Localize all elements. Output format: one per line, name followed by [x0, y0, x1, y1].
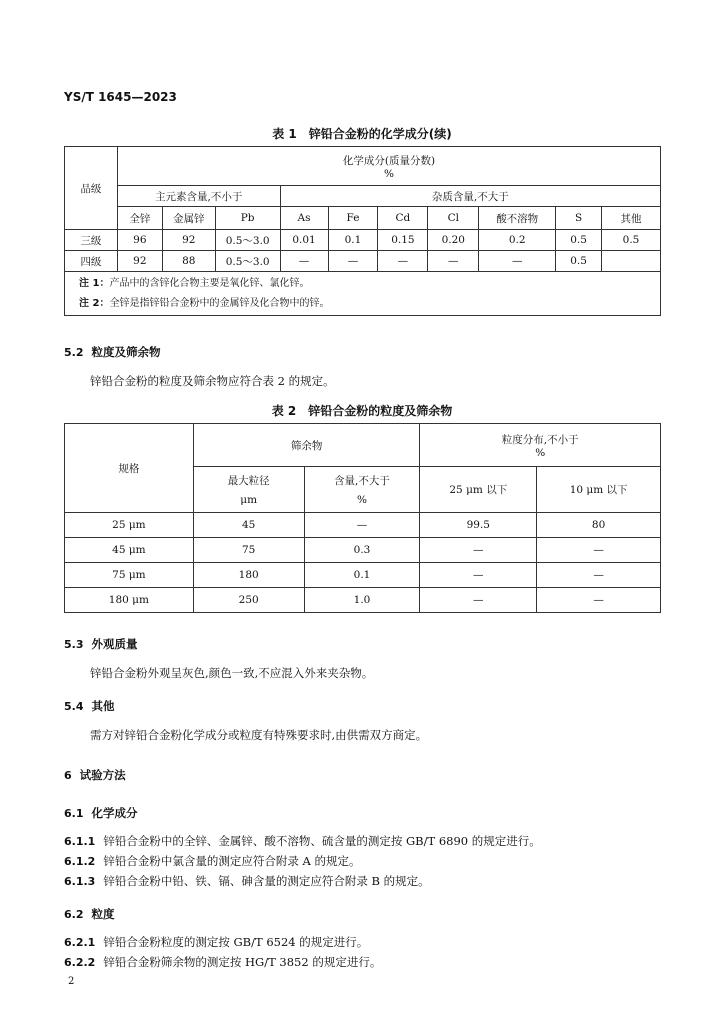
table-particle-size [64, 423, 661, 613]
section-5-3-text: 锌铅合金粉外观呈灰色,颜色一致,不应混入外来夹杂物。 [90, 666, 374, 680]
section-5-4-heading: 5.4 其他 [64, 699, 115, 713]
value-cell: 92 [117, 251, 162, 272]
value-cell: — [280, 251, 328, 272]
spec-cell: 75 μm [65, 563, 194, 588]
section-5-2-text: 锌铅合金粉的粒度及筛余物应符合表 2 的规定。 [90, 374, 335, 388]
spec-header: 规格 [65, 424, 194, 513]
max-cell: 250 [193, 588, 304, 613]
col-header: 酸不溶物 [479, 207, 556, 230]
value-cell: 96 [117, 230, 162, 251]
value-cell: 0.5 [556, 251, 602, 272]
standard-number: YS/T 1645—2023 [64, 90, 177, 104]
note-1: 注 1：产品中的含锌化合物主要是氧化锌、氯化锌。 [79, 277, 310, 289]
col-header: 其他 [602, 207, 661, 230]
value-cell: 0.15 [378, 230, 428, 251]
impurity-header: 杂质含量,不大于 [280, 186, 660, 207]
max-size-header [193, 467, 304, 513]
section-5-4-text: 需方对锌铅合金粉化学成分或粒度有特殊要求时,由供需双方商定。 [90, 728, 428, 742]
section-6-1-heading: 6.1 化学成分 [64, 806, 138, 820]
max-size-label: 最大粒径 [227, 475, 270, 487]
table-row [65, 538, 661, 563]
table1-caption: 表 1 锌铅合金粉的化学成分(续) [272, 127, 452, 141]
composition-unit: % [383, 167, 394, 180]
value-cell: 0.5～3.0 [215, 230, 280, 251]
value-cell: — [428, 251, 479, 272]
col-header: As [280, 207, 328, 230]
d10-cell: — [537, 588, 661, 613]
spec-cell: 45 μm [65, 538, 194, 563]
d10-cell: — [537, 563, 661, 588]
composition-label: 化学成分(质量分数) [342, 154, 436, 167]
col-header: 金属锌 [162, 207, 215, 230]
value-cell: 0.5 [602, 230, 661, 251]
content-label: 含量,不大于 [334, 475, 390, 487]
notes-row [65, 272, 661, 316]
grade-cell: 三级 [65, 230, 118, 251]
col-header: S [556, 207, 602, 230]
section-5-2-heading: 5.2 粒度及筛余物 [64, 345, 161, 359]
sieve-header: 筛余物 [193, 424, 420, 467]
value-cell: 92 [162, 230, 215, 251]
col-header: 全锌 [117, 207, 162, 230]
content-cell: — [304, 513, 420, 538]
section-6-heading: 6 试验方法 [64, 768, 126, 782]
dist-header [420, 424, 661, 467]
note-2: 注 2：全锌是指锌铅合金粉中的金属锌及化合物中的锌。 [79, 297, 330, 309]
value-cell: 0.1 [328, 230, 378, 251]
section-5-3-heading: 5.3 外观质量 [64, 637, 138, 651]
notes-cell [65, 272, 661, 316]
content-unit: % [357, 494, 367, 506]
col-header: Pb [215, 207, 280, 230]
dist-label: 粒度分布,不小于 [501, 433, 579, 446]
value-cell: — [378, 251, 428, 272]
d25-cell: 99.5 [420, 513, 537, 538]
col-header: Cd [378, 207, 428, 230]
main-element-header: 主元素含量,不小于 [117, 186, 280, 207]
max-size-unit: μm [240, 494, 258, 506]
max-cell: 180 [193, 563, 304, 588]
d10-cell: — [537, 538, 661, 563]
table-row [65, 563, 661, 588]
composition-header [117, 147, 660, 186]
d25-cell: — [420, 563, 537, 588]
table-row [65, 513, 661, 538]
value-cell [602, 251, 661, 272]
d25-header: 25 μm 以下 [420, 467, 537, 513]
table-chemical-composition [64, 146, 661, 316]
value-cell: 0.20 [428, 230, 479, 251]
column-header-row [65, 207, 661, 230]
table-row [65, 251, 661, 272]
content-cell: 0.1 [304, 563, 420, 588]
item-6-2-1: 6.2.1 锌铅合金粉粒度的测定按 GB/T 6524 的规定进行。 [64, 935, 369, 949]
value-cell: — [479, 251, 556, 272]
value-cell: 0.5～3.0 [215, 251, 280, 272]
col-header: Fe [328, 207, 378, 230]
item-6-2-2: 6.2.2 锌铅合金粉筛余物的测定按 HG/T 3852 的规定进行。 [64, 955, 382, 969]
spec-cell: 25 μm [65, 513, 194, 538]
d10-header: 10 μm 以下 [537, 467, 661, 513]
d25-cell: — [420, 538, 537, 563]
table-row [65, 230, 661, 251]
grade-cell: 四级 [65, 251, 118, 272]
col-header: Cl [428, 207, 479, 230]
value-cell: 0.5 [556, 230, 602, 251]
page-number: 2 [68, 976, 75, 987]
item-6-1-1: 6.1.1 锌铅合金粉中的全锌、金属锌、酸不溶物、硫含量的测定按 GB/T 6890 的规定进行。 [64, 834, 541, 848]
grade-header: 品级 [65, 147, 118, 230]
d10-cell: 80 [537, 513, 661, 538]
value-cell: 0.2 [479, 230, 556, 251]
item-6-1-2: 6.1.2 锌铅合金粉中氯含量的测定应符合附录 A 的规定。 [64, 854, 361, 868]
table-row [65, 588, 661, 613]
value-cell: 88 [162, 251, 215, 272]
item-6-1-3: 6.1.3 锌铅合金粉中铅、铁、镉、砷含量的测定应符合附录 B 的规定。 [64, 874, 430, 888]
spec-cell: 180 μm [65, 588, 194, 613]
content-cell: 0.3 [304, 538, 420, 563]
dist-unit: % [535, 446, 546, 459]
value-cell: — [328, 251, 378, 272]
table2-caption: 表 2 锌铅合金粉的粒度及筛余物 [271, 404, 453, 418]
value-cell: 0.01 [280, 230, 328, 251]
section-6-2-heading: 6.2 粒度 [64, 907, 115, 921]
d25-cell: — [420, 588, 537, 613]
content-cell: 1.0 [304, 588, 420, 613]
max-cell: 75 [193, 538, 304, 563]
max-cell: 45 [193, 513, 304, 538]
content-header [304, 467, 420, 513]
